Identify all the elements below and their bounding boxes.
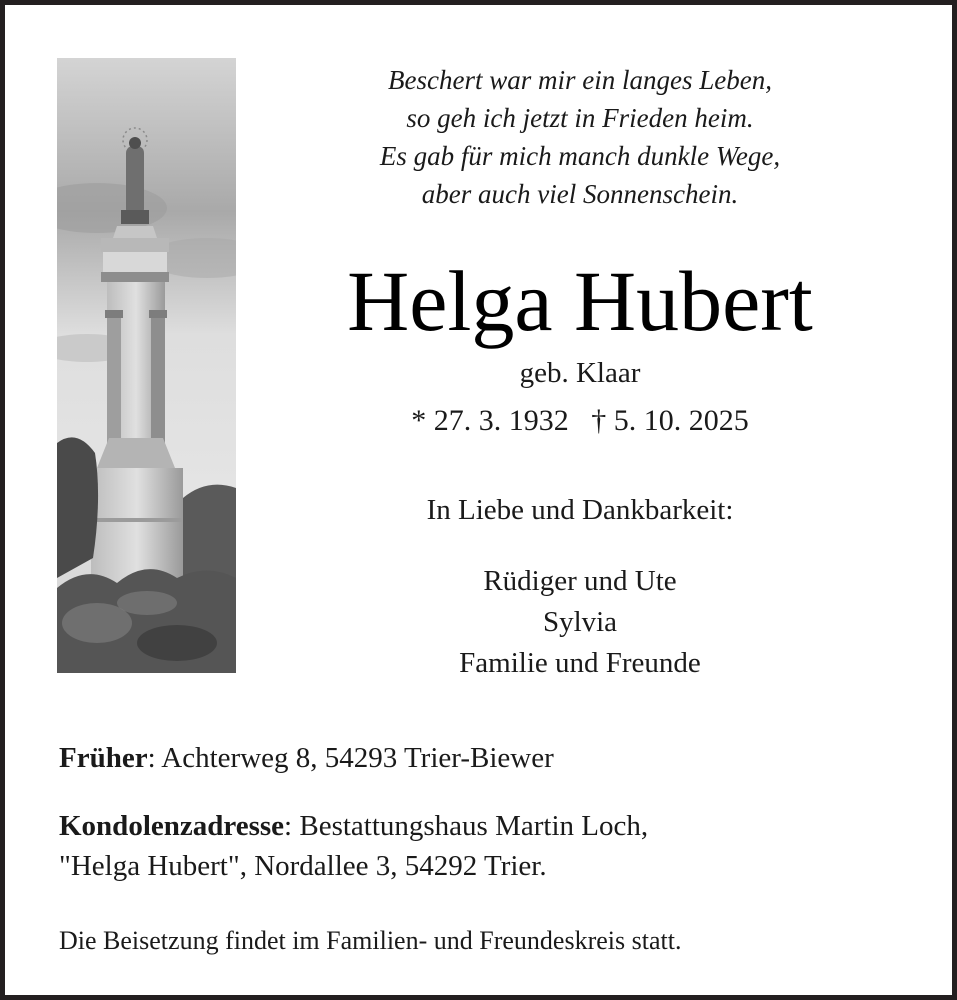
condolence-address-line1: : Bestattungshaus Martin Loch, [284, 810, 649, 842]
verse-line: Beschert war mir ein langes Leben, [388, 65, 772, 95]
death-cross-icon: † [591, 404, 607, 437]
monument-photo [57, 58, 236, 673]
verse-line: aber auch viel Sonnenschein. [421, 179, 739, 209]
thanks-line: In Liebe und Dankbarkeit: [426, 494, 734, 526]
life-dates [285, 401, 875, 441]
verse-line: Es gab für mich manch dunkle Wege, [379, 141, 781, 171]
death-date: 5. 10. 2025 [613, 404, 749, 437]
condolence-address-label: Kondolenzadresse [59, 810, 285, 842]
former-address-value: : Achterweg 8, 54293 Trier-Biewer [147, 742, 554, 774]
mourner: Sylvia [542, 606, 618, 638]
monument-image-icon [57, 58, 236, 673]
former-address-label: Früher [59, 742, 148, 774]
mourner: Rüdiger und Ute [483, 565, 677, 597]
memorial-verse [295, 61, 865, 213]
condolence-address [59, 806, 919, 886]
birth-name: geb. Klaar [519, 357, 641, 389]
birth-star-icon: * [411, 404, 427, 437]
condolence-address-line2: "Helga Hubert", Nordallee 3, 54292 Trier. [59, 850, 547, 882]
mourner: Familie und Freunde [459, 647, 701, 679]
burial-note: Die Beisetzung findet im Familien- und Freundeskreis statt. [59, 926, 682, 955]
birth-date: 27. 3. 1932 [433, 404, 569, 437]
deceased-name: Helga Hubert [347, 253, 813, 349]
former-address [59, 738, 919, 778]
verse-line: so geh ich jetzt in Frieden heim. [406, 103, 754, 133]
mourners-list [285, 561, 875, 684]
